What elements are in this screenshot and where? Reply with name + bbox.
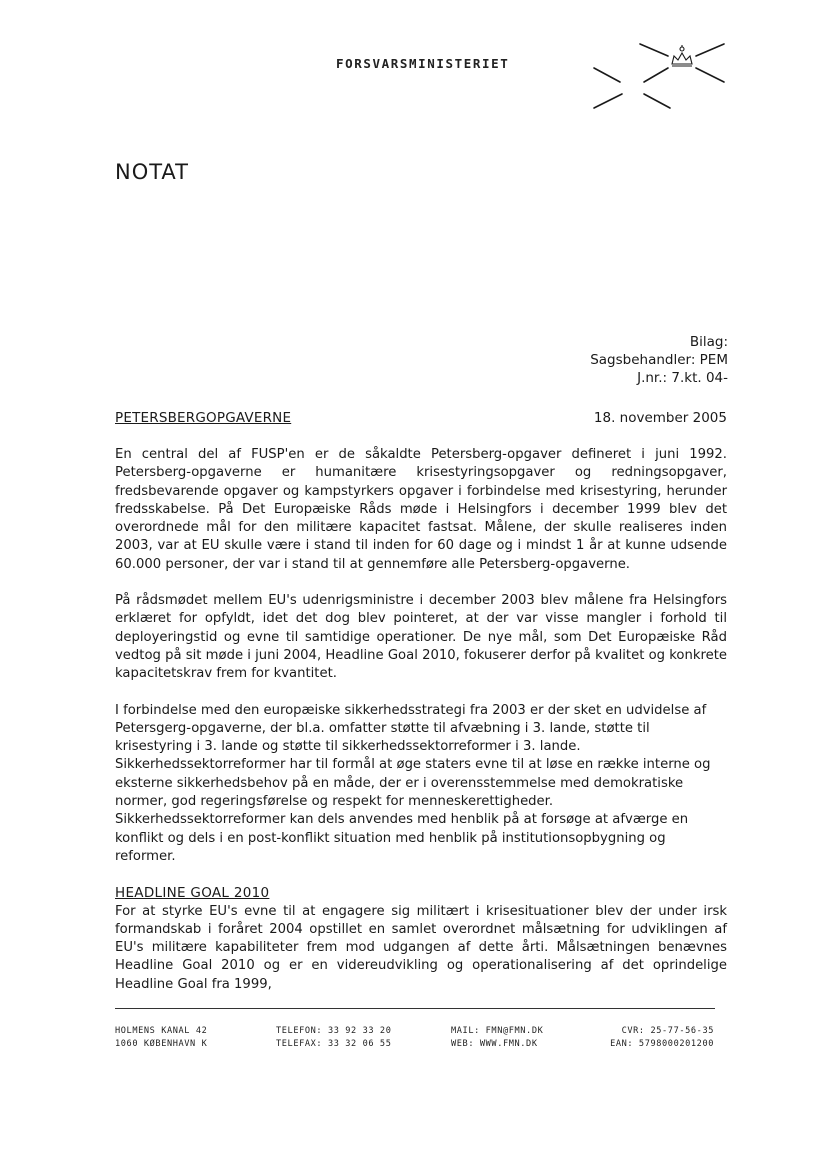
- crown-emblem-icon: [588, 36, 728, 116]
- document-date: 18. november 2005: [593, 410, 727, 426]
- footer-web: WEB: WWW.FMN.DK: [451, 1039, 538, 1049]
- document-meta: [590, 333, 728, 387]
- footer-fax: TELEFAX: 33 32 06 55: [276, 1039, 392, 1049]
- case-handler: Sagsbehandler: PEM: [590, 352, 728, 368]
- paragraph-4: For at styrke EU's evne til at engagere sig militært i krisesituationer blev der under irsk formandskab i foråret 2004 opstillet en samlet overordnet målsætning for udviklingen af EU's militære kapabiliteter frem mod udgangen af dette årti. Målsætningen benævnes Headline Goal 2010 og er en videreudvikling og operationalisering af det oprindelige Headline Goal fra 1999,: [115, 903, 727, 992]
- document-type: NOTAT: [115, 160, 189, 184]
- document-subject: PETERSBERGOPGAVERNE: [115, 410, 292, 426]
- footer-address: [115, 1025, 207, 1051]
- footer-phone-block: [276, 1025, 391, 1051]
- footer-registration-block: [610, 1025, 714, 1051]
- section-heading-headline-goal: HEADLINE GOAL 2010: [115, 885, 270, 902]
- paragraph-2: På rådsmødet mellem EU's udenrigsministre i december 2003 blev målene fra Helsingfors erklæret for opfyldt, idet det dog blev pointeret, at der var visse mangler i forhold til deployeringstid og evne til samtidige operationer. De nye mål, som Det Europæiske Råd vedtog på sit møde i juni 2004, Headline Goal 2010, fokuserer derfor på kvalitet og konkrete kapacitetskrav frem for kvantitet.: [115, 593, 727, 682]
- title-row: [115, 410, 727, 426]
- document-body: [115, 446, 727, 1012]
- ministry-name: FORSVARSMINISTERIET: [336, 56, 510, 71]
- footer-mail: MAIL: FMN@FMN.DK: [451, 1026, 544, 1036]
- attachment-label: Bilag:: [689, 334, 728, 350]
- footer-contact-block: [451, 1025, 543, 1051]
- footer-city: 1060 KØBENHAVN K: [115, 1039, 208, 1049]
- journal-number: J.nr.: 7.kt. 04-: [637, 370, 728, 386]
- footer-divider: [115, 1008, 715, 1009]
- paragraph-3: I forbindelse med den europæiske sikkerhedsstrategi fra 2003 er der sket en udvidelse af Petersgerg-opgaverne, der bl.a. omfatter støtte til afvæbning i 3. lande, støtte til krisestyring i 3. lande og støtte til sikkerhedssektorreformer i 3. lande. Sikkerhedssektorreformer har til formål at øge staters evne til at løse en række interne og eksterne sikkerhedsbehov på en måde, der er i overensstemmelse med demokratiske normer, god regeringsførelse og respekt for menneskerettigheder. Sikkerhedssektorreformer kan dels anvendes med henblik på at forsøge at afværge en konflikt og dels i en post-konflikt situation med henblik på institutionsopbygning og reformer.: [115, 702, 711, 864]
- footer-ean: EAN: 5798000201200: [610, 1039, 714, 1049]
- footer-phone: TELEFON: 33 92 33 20: [276, 1026, 392, 1036]
- footer-street: HOLMENS KANAL 42: [115, 1026, 208, 1036]
- footer-cvr: CVR: 25-77-56-35: [621, 1026, 714, 1036]
- paragraph-1: En central del af FUSP'en er de såkaldte Petersberg-opgaver defineret i juni 1992. Petersberg-opgaverne er humanitære krisestyringsopgaver og redningsopgaver, fredsbevarende opgaver og kampstyrkers opgaver i forbindelse med krisestyring, herunder fredsskabelse. På Det Europæiske Råds møde i Helsingfors i december 1999 blev det overordnede mål for den militære kapacitet fastsat. Målene, der skulle realiseres inden 2003, var at EU skulle være i stand til inden for 60 dage og i mindst 1 år at kunne udsende 60.000 personer, der var i stand til at gennemføre alle Petersberg-opgaverne.: [115, 447, 727, 572]
